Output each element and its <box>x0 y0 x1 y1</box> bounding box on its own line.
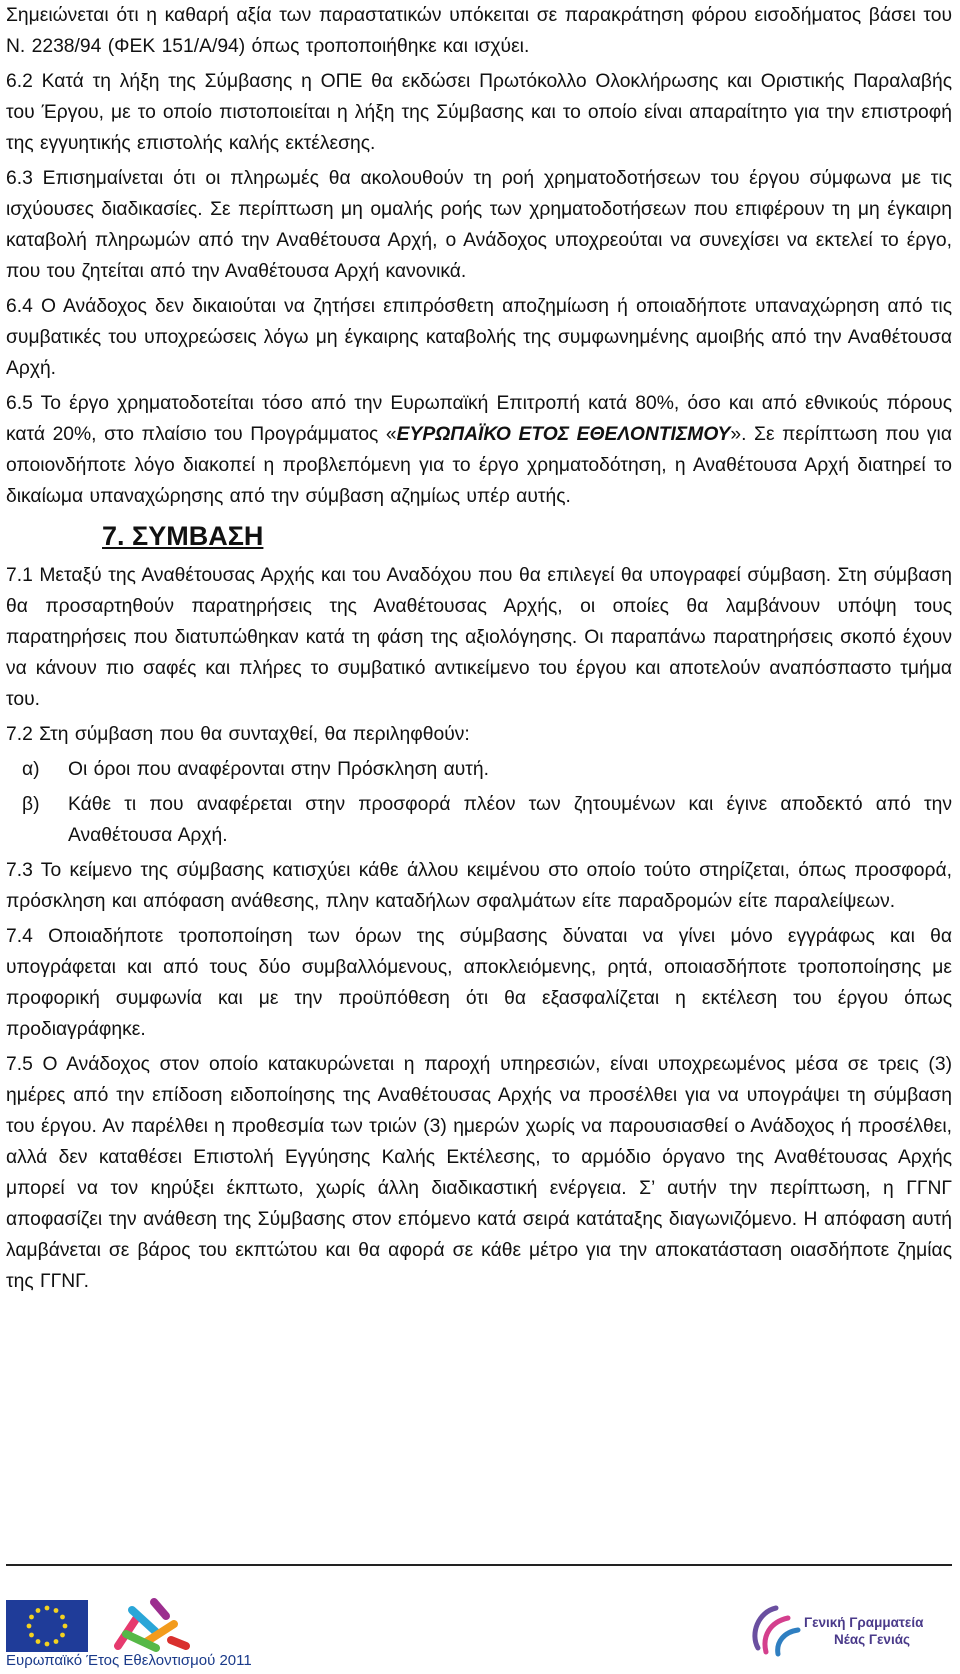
list-item-b <box>6 789 952 851</box>
logo-line-1: Γενική Γραμματεία <box>804 1615 924 1630</box>
paragraph-6-5 <box>6 388 952 512</box>
volunteering-swirl-icon <box>118 1602 186 1648</box>
paragraph-7-5: 7.5 Ο Ανάδοχος στον οποίο κατακυρώνεται η παροχή υπηρεσιών, είναι υποχρεωμένος μέσα σε τρεις (3) ημέρες από την επίδοση ειδοποίησης της Αναθέτουσας Αρχής να προσέλθει για να υπογράψει τη σύμβαση του έργου. Αν παρέλθει η προθεσμία των τριών (3) ημερών χωρίς να παρουσιασθεί ο Ανάδοχος ή προσέλθει, αλλά δεν καταθέσει Επιστολή Εγγύησης Καλής Εκτέλεσης, το αρμόδιο όργανο της Αναθέτουσας Αρχής μπορεί να τον κηρύξει έκπτωτο, χωρίς άλλη διαδικαστική ενέργεια. Σ’ αυτήν την περίπτωση, η ΓΓΝΓ αποφασίζει την ανάθεση της Σύμβασης στον επόμενο κατά σειρά κατάταξης διαγωνιζόμενο. Η απόφαση αυτή λαμβάνεται σε βάρος του εκπτώτου και θα αφορά σε κάθε μέτρο για την αποκατάσταση οιασδήποτε ζημίας της ΓΓΝΓ. <box>6 1054 952 1292</box>
paragraph-6-4: 6.4 Ο Ανάδοχος δεν δικαιούται να ζητήσει επιπρόσθετη αποζημίωση ή οποιαδήποτε υπαναχώρηση από τις συμβατικές του υποχρεώσεις λόγω μη έγκαιρης καταβολής της συμφωνημένης αμοιβής από την Αναθέτουσα Αρχή. <box>6 296 952 379</box>
logo-caption: Ευρωπαϊκό Έτος Εθελοντισμού 2011 <box>6 1652 252 1669</box>
paragraph-7-1: 7.1 Μεταξύ της Αναθέτουσας Αρχής και του Αναδόχου που θα επιλεγεί θα υπογραφεί σύμβαση. Στη σύμβαση θα προσαρτηθούν παρατηρήσεις της Αναθέτουσας Αρχής, οι οποίες θα λαμβάνουν υπόψη τους παρατηρήσεις που διατυπώθηκαν κατά τη φάση της αξιολόγησης. Οι παραπάνω παρατηρήσεις σκοπό έχουν να κάνουν πιο σαφές και πλήρες το συμβατικό αντικείμενο του έργου και αποτελούν αναπόσπαστο τμήμα του. <box>6 565 952 710</box>
list-item-b-text: Κάθε τι που αναφέρεται στην προσφορά πλέον των ζητουμένων και έγινε αποδεκτό από την Αναθέτουσα Αρχή. <box>68 794 952 846</box>
paragraph-6-5-text-after: ». Σε περίπτωση που για οποιονδήποτε λόγο διακοπεί η προβλεπόμενη για το έργο χρηματοδότηση, η Αναθέτουσα Αρχή διατηρεί το δικαίωμα υπαναχώρησης από την σύμβαση αζημίως υπέρ αυτής. <box>6 424 952 507</box>
logo-line-2: Νέας Γενιάς <box>834 1632 911 1647</box>
paragraph-6-5-text-before: 6.5 Το έργο χρηματοδοτείται τόσο από την Ευρωπαϊκή Επιτροπή κατά 80%, όσο και από εθνικούς πόρους κατά 20%, στο πλαίσιο του Προγράμματος « <box>6 393 952 445</box>
program-name: ΕΥΡΩΠΑΪΚΟ ΕΤΟΣ ΕΘΕΛΟΝΤΙΣΜΟΥ <box>396 424 731 445</box>
list-item-a-text: Οι όροι που αναφέρονται στην Πρόσκληση αυτή. <box>68 759 489 780</box>
general-secretariat-name <box>804 1614 923 1648</box>
paragraph-6-2: 6.2 Κατά τη λήξη της Σύμβασης η ΟΠΕ θα εκδώσει Πρωτόκολλο Ολοκλήρωσης και Οριστικής Παραλαβής του Έργου, με το οποίο πιστοποιείται η λήξη της Σύμβασης και το οποίο είναι απαραίτητο για την επιστροφή της εγγυητικής επιστολής καλής εκτέλεσης. <box>6 71 952 154</box>
list-item-b-label: β) <box>22 794 40 815</box>
paragraph-7-2: 7.2 Στη σύμβαση που θα συνταχθεί, θα περιληφθούν: <box>6 724 470 745</box>
paragraph-tax-note: Σημειώνεται ότι η καθαρή αξία των παραστατικών υπόκειται σε παρακράτηση φόρου εισοδήματος βάσει του Ν. 2238/94 (ΦΕΚ 151/Α/94) όπως τροποποιήθηκε και ισχύει. <box>6 5 952 57</box>
paragraph-6-3: 6.3 Επισημαίνεται ότι οι πληρωμές θα ακολουθούν τη ροή χρηματοδοτήσεων του έργου σύμφωνα με τις ισχύουσες διαδικασίες. Σε περίπτωση μη ομαλής ροής των χρηματοδοτήσεων που επιφέρουν τη μη έγκαιρη καταβολή πληρωμών από την Αναθέτουσα Αρχή, ο Ανάδοχος υποχρεούται να συνεχίσει να εκτελεί το έργο, που του ζητείται από την Αναθέτουσα Αρχή κανονικά. <box>6 168 952 282</box>
document-body <box>6 0 952 1301</box>
list-item-a-label: α) <box>22 759 40 780</box>
ggng-swirl-icon <box>755 1608 798 1654</box>
footer-divider <box>6 1564 952 1566</box>
section-heading-7: 7. ΣΥΜΒΑΣΗ <box>102 521 264 551</box>
list-item-a <box>6 754 952 785</box>
paragraph-7-3: 7.3 Το κείμενο της σύμβασης κατισχύει κάθε άλλου κειμένου στο οποίο τούτο στηρίζεται, όπως προσφορά, πρόσκληση και απόφαση ανάθεσης, πλην καταδήλων σφαλμάτων είτε παραδρομών είτε παραλείψεων. <box>6 860 952 912</box>
paragraph-7-4: 7.4 Οποιαδήποτε τροποποίηση των όρων της σύμβασης δύναται να γίνει μόνο εγγράφως και θα υπογράφεται και από τους δύο συμβαλλόμενους, αποκλειόμενης, ρητά, οποιασδήποτε τροποποίησης με προφορική συμφωνία και με την προϋπόθεση ότι θα εξασφαλίζεται η εκτέλεση του έργου όπως προδιαγράφηκε. <box>6 926 952 1040</box>
